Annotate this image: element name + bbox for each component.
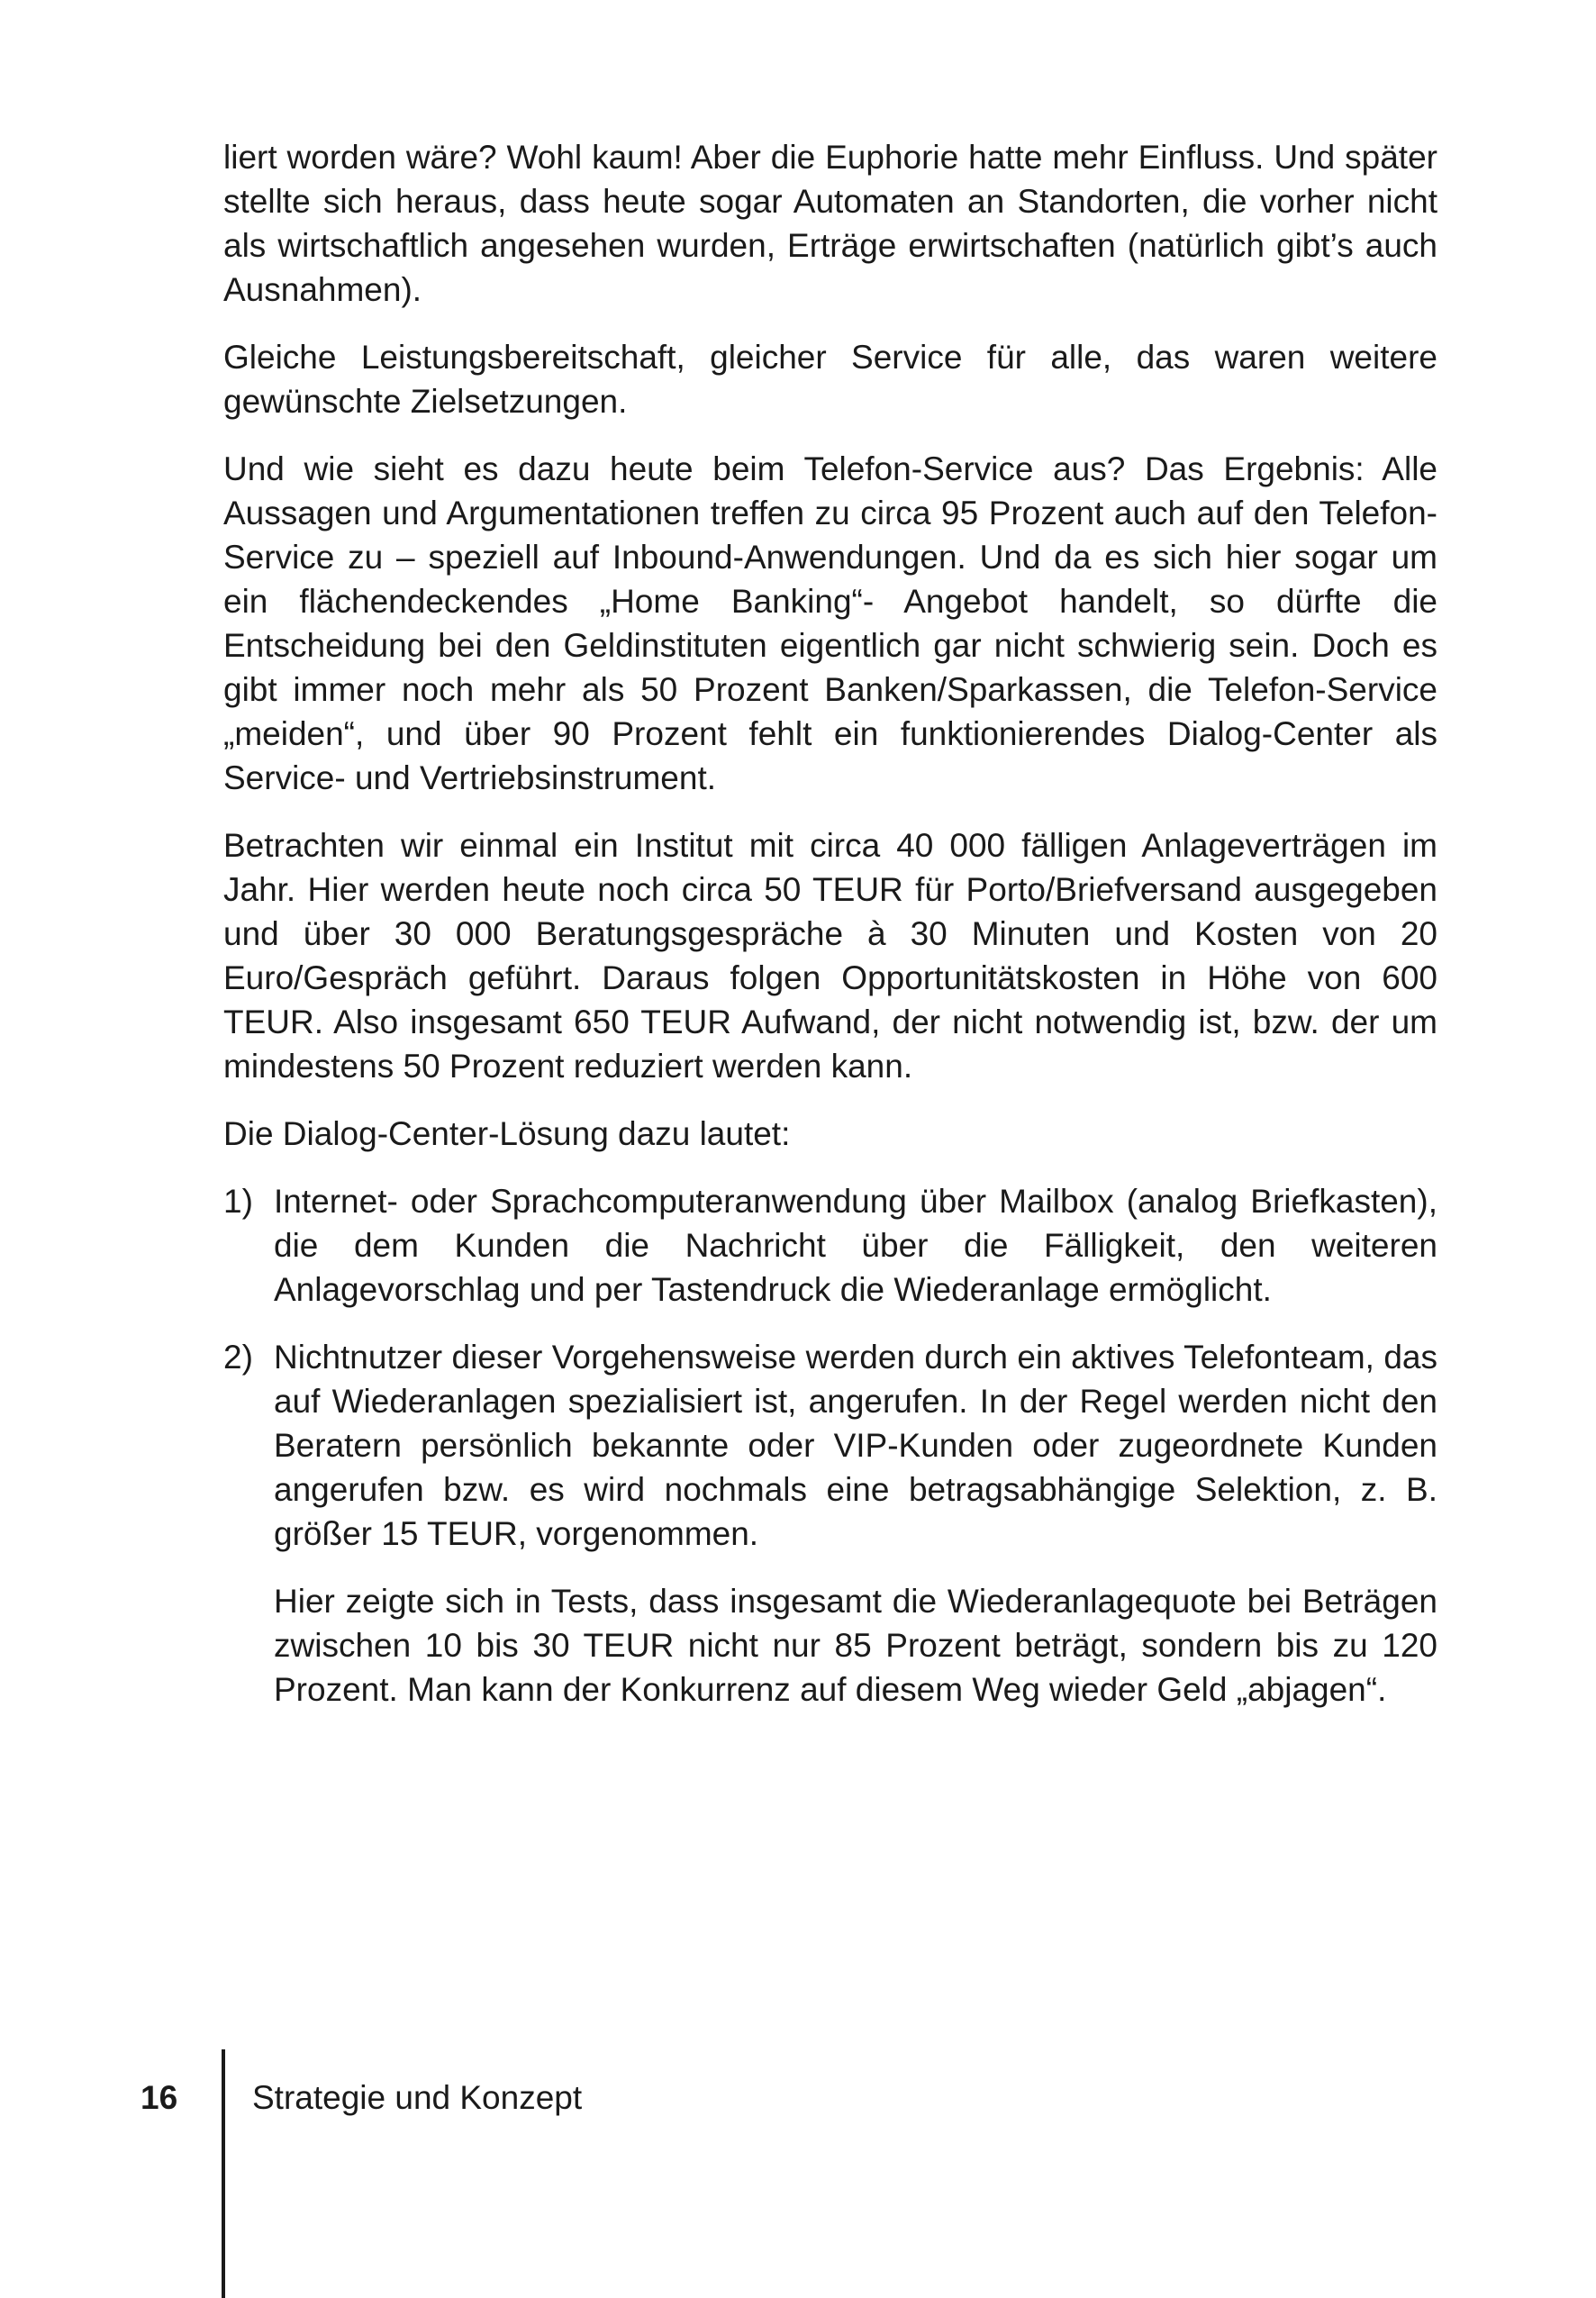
paragraph: Gleiche Leistungsbereitschaft, gleicher Service für alle, das waren weitere gewünschte Zielsetzungen.	[223, 339, 1437, 420]
list-item	[223, 1179, 1437, 1312]
list-item	[223, 1335, 1437, 1556]
paragraph: liert worden wäre? Wohl kaum! Aber die Euphorie hatte mehr Einfluss. Und später stellte sich heraus, dass heute sogar Automaten an Standorten, die vorher nicht als wirtschaftlich angesehen wurden, Erträge erwirtschaften (natürlich gibt’s auch Ausnahmen).	[223, 139, 1437, 308]
paragraph: Betrachten wir einmal ein Institut mit circa 40 000 fälligen Anlageverträgen im Jahr. Hier werden heute noch circa 50 TEUR für Porto/Briefversand ausgegeben und über 30 000 Beratungsgespräche à 30 Minuten und Kosten von 20 Euro/Gespräch geführt. Daraus folgen Opportunitätskosten in Höhe von 600 TEUR. Also insgesamt 650 TEUR Aufwand, der nicht notwendig ist, bzw. der um mindestens 50 Prozent reduziert werden kann.	[223, 827, 1437, 1085]
page-body	[223, 135, 1437, 1712]
closing-paragraph: Hier zeigte sich in Tests, dass insgesamt die Wiederanlagequote bei Beträgen zwischen 10 bis 30 TEUR nicht nur 85 Prozent beträgt, sondern bis zu 120 Prozent. Man kann der Konkurrenz auf diesem Weg wieder Geld „abjagen“.	[274, 1583, 1437, 1708]
numbered-list	[223, 1179, 1437, 1556]
list-item-number: 1)	[223, 1183, 253, 1220]
list-item-text: Internet- oder Sprachcomputeranwendung über Mailbox (analog Briefkasten), die dem Kunden die Nachricht über die Fälligkeit, den weiteren Anlagevorschlag und per Tastendruck die Wiederanlage ermöglicht.	[274, 1183, 1437, 1308]
paragraph: Und wie sieht es dazu heute beim Telefon-Service aus? Das Ergebnis: Alle Aussagen und Argumentationen treffen zu circa 95 Prozent auch auf den Telefon-Service zu – speziell auf Inbound-Anwendungen. Und da es sich hier sogar um ein flächendeckendes „Home Banking“- Angebot handelt, so dürfte die Entscheidung bei den Geldinstituten eigentlich gar nicht schwierig sein. Doch es gibt immer noch mehr als 50 Prozent Banken/Sparkassen, die Telefon-Service „meiden“, und über 90 Prozent fehlt ein funktionierendes Dialog-Center als Service- und Vertriebsinstrument.	[223, 450, 1437, 796]
footer-divider	[222, 2049, 225, 2298]
paragraph: Die Dialog-Center-Lösung dazu lautet:	[223, 1115, 791, 1152]
list-item-text: Nichtnutzer dieser Vorgehensweise werden durch ein aktives Telefonteam, das auf Wiederanlagen spezialisiert ist, angerufen. In der Regel werden nicht den Beratern persönlich bekannte oder VIP-Kunden oder zugeordnete Kunden angerufen bzw. es wird nochmals eine betragsabhängige Selektion, z. B. größer 15 TEUR, vorgenommen.	[274, 1339, 1437, 1552]
page-number: 16	[141, 2079, 178, 2116]
list-item-number: 2)	[223, 1339, 253, 1376]
running-title: Strategie und Konzept	[252, 2079, 583, 2116]
